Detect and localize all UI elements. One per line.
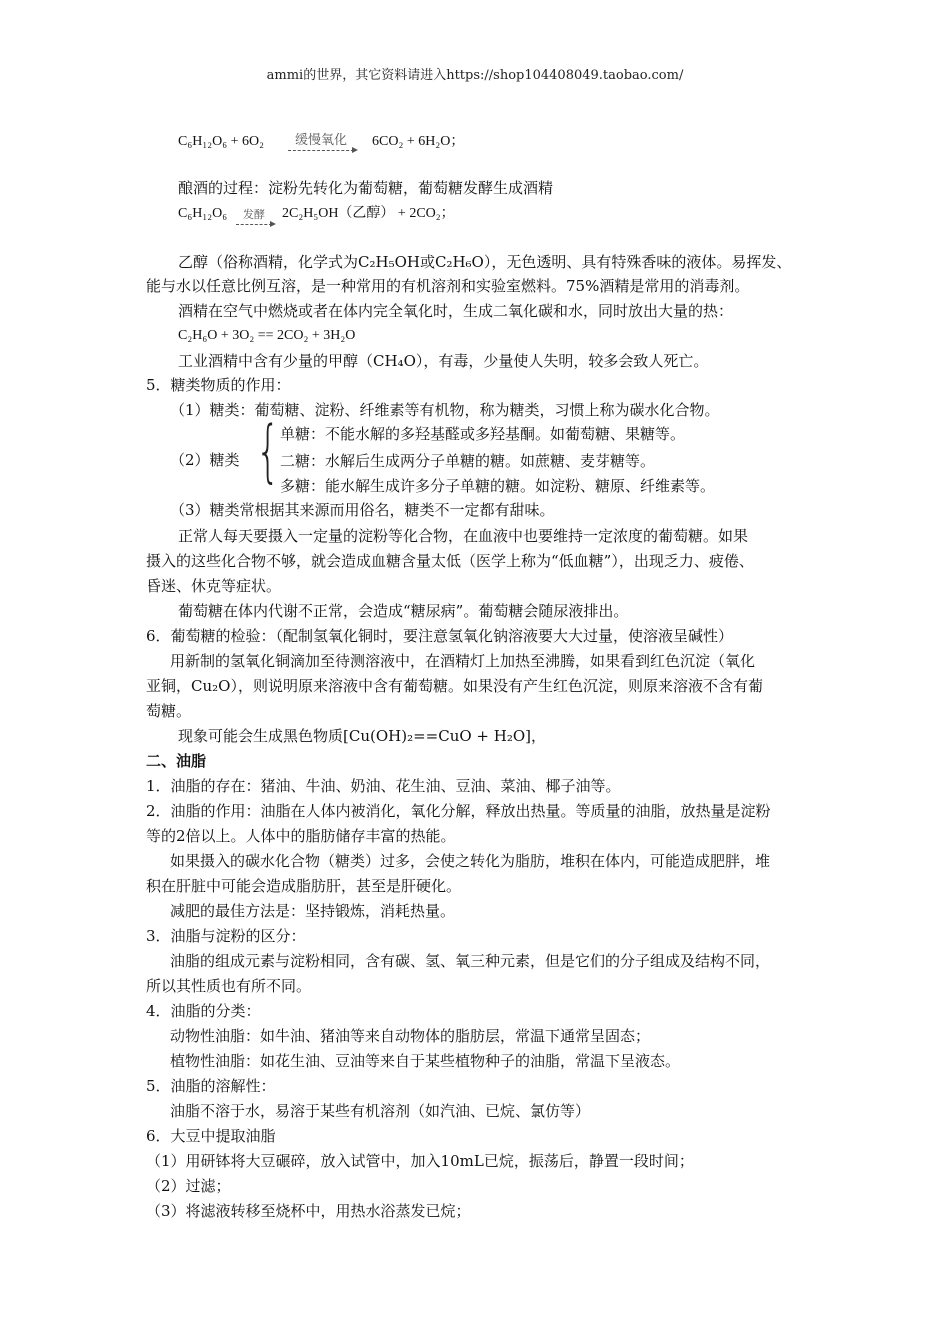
ethanol-combustion-text: 酒精在空气中燃烧或者在体内完全氧化时，生成二氧化碳和水，同时放出大量的热： <box>178 302 734 320</box>
fat-para-line2: 积在肝脏中可能会造成脂肪肝，甚至是肝硬化。 <box>146 877 462 895</box>
fat-item-2-line1: 2．油脂的作用：油脂在人体内被消化，氧化分解，释放出热量。等质量的油脂，放热量是淀粉 <box>146 802 771 820</box>
fat-starch-line1: 油脂的组成元素与淀粉相同，含有碳、氢、氧三种元素，但是它们的分子组成及结构不同， <box>170 952 771 970</box>
section-heading: 6．葡萄糖的检验：（配制氢氧化铜时，要注意氢氧化钠溶液要大大过量，使溶液呈碱性） <box>146 627 734 645</box>
reaction-condition: 缓慢氧化 <box>294 133 347 148</box>
formula-fermentation-products: 2C₂H₅OH（乙醇） + 2CO₂； <box>282 206 455 221</box>
section-heading: 4．油脂的分类： <box>146 1002 261 1020</box>
sugar-classification-label: （2）糖类 <box>170 451 240 469</box>
ethanol-para-line1: 乙醇（俗称酒精，化学式为C₂H₅OH或C₂H₆O），无色透明、具有特殊香味的液体。易挥发、 <box>178 253 792 271</box>
formula-glucose-oxidation-products: 6CO₂ + 6H₂O； <box>372 134 465 149</box>
extraction-step: （3）将滤液转移至烧杯中，用热水浴蒸发已烷； <box>146 1202 471 1220</box>
section-heading: 3．油脂与淀粉的区分： <box>146 927 306 945</box>
glucose-test-line3: 萄糖。 <box>146 702 192 720</box>
extraction-step: （1）用研钵将大豆碾碎，放入试管中，加入10mL已烷，振荡后，静置一段时间； <box>146 1152 694 1170</box>
chapter-title: 二、油脂 <box>146 752 207 770</box>
sugar-para-line3: 昏迷、休克等症状。 <box>146 577 282 595</box>
ethanol-para-line2: 能与水以任意比例互溶，是一种常用的有机溶剂和实验室燃料。75%酒精是常用的消毒剂。 <box>146 277 750 295</box>
glucose-test-line2: 亚铜，Cu₂O），则说明原来溶液中含有葡萄糖。如果没有产生红色沉淀，则原来溶液不含有葡 <box>146 677 763 695</box>
animal-fat-text: 动物性油脂：如牛油、猪油等来自动物体的脂肪层，常温下通常呈固态； <box>170 1027 651 1045</box>
arrow-icon <box>236 224 272 225</box>
section-heading: 5．油脂的溶解性： <box>146 1077 276 1095</box>
weight-loss-text: 减肥的最佳方法是：坚持锻炼，消耗热量。 <box>170 902 456 920</box>
extraction-step: （2）过滤； <box>146 1177 231 1195</box>
brace-icon: { <box>256 412 280 491</box>
sugar-class-item: 单糖：不能水解的多羟基醛或多羟基酮。如葡萄糖、果糖等。 <box>280 425 686 443</box>
formula-glucose-oxidation-reactants: C₆H₁₂O₆ + 6O₂ <box>178 134 264 149</box>
brewing-text: 酿酒的过程：淀粉先转化为葡萄糖，葡萄糖发酵生成酒精 <box>178 179 554 197</box>
fat-starch-line2: 所以其性质也有所不同。 <box>146 977 312 995</box>
sugar-para-line1: 正常人每天要摄入一定量的淀粉等化合物，在血液中也要维持一定浓度的葡萄糖。如果 <box>178 527 749 545</box>
glucose-test-line1: 用新制的氢氧化铜滴加至待测溶液中，在酒精灯上加热至沸腾，如果看到红色沉淀（氧化 <box>170 652 756 670</box>
sugar-class-item: 多糖：能水解生成许多分子单糖的糖。如淀粉、糖原、纤维素等。 <box>280 477 716 495</box>
reaction-arrow <box>236 208 272 225</box>
page-header: ammi的世界，其它资料请进入https://shop104408049.taobao.com/ <box>266 68 684 83</box>
section-heading: 5．糖类物质的作用： <box>146 376 291 394</box>
sugar-item-1: （1）糖类：葡萄糖、淀粉、纤维素等有机物，称为糖类，习惯上称为碳水化合物。 <box>170 401 720 419</box>
diabetes-text: 葡萄糖在体内代谢不正常，会造成“糖尿病”。葡萄糖会随尿液排出。 <box>178 602 629 620</box>
fat-para-line1: 如果摄入的碳水化合物（糖类）过多，会使之转化为脂肪，堆积在体内，可能造成肥胖，堆 <box>170 852 771 870</box>
reaction-condition: 发酵 <box>243 208 265 221</box>
solubility-text: 油脂不溶于水，易溶于某些有机溶剂（如汽油、已烷、氯仿等） <box>170 1102 591 1120</box>
formula-ethanol-combustion: C₂H₆O + 3O₂ == 2CO₂ + 3H₂O <box>178 328 356 343</box>
section-heading: 6．大豆中提取油脂 <box>146 1127 276 1145</box>
phenomenon-text: 现象可能会生成黑色物质[Cu(OH)₂==CuO + H₂O]， <box>178 727 547 745</box>
formula-fermentation-reactants: C₆H₁₂O₆ <box>178 206 228 221</box>
reaction-arrow <box>288 134 354 151</box>
plant-fat-text: 植物性油脂：如花生油、豆油等来自于某些植物种子的油脂，常温下呈液态。 <box>170 1052 681 1070</box>
arrow-icon <box>288 150 354 151</box>
fat-item-1: 1．油脂的存在：猪油、牛油、奶油、花生油、豆油、菜油、椰子油等。 <box>146 777 621 795</box>
sugar-item-3: （3）糖类常根据其来源而用俗名，糖类不一定都有甜味。 <box>170 501 555 519</box>
sugar-para-line2: 摄入的这些化合物不够，就会造成血糖含量太低（医学上称为“低血糖”），出现乏力、疲倦、 <box>146 552 754 570</box>
sugar-class-item: 二糖：水解后生成两分子单糖的糖。如蔗糖、麦芽糖等。 <box>280 452 656 470</box>
methanol-text: 工业酒精中含有少量的甲醇（CH₄O），有毒，少量使人失明，较多会致人死亡。 <box>178 352 709 370</box>
fat-item-2-line2: 等的2倍以上。人体中的脂肪储存丰富的热能。 <box>146 827 456 845</box>
